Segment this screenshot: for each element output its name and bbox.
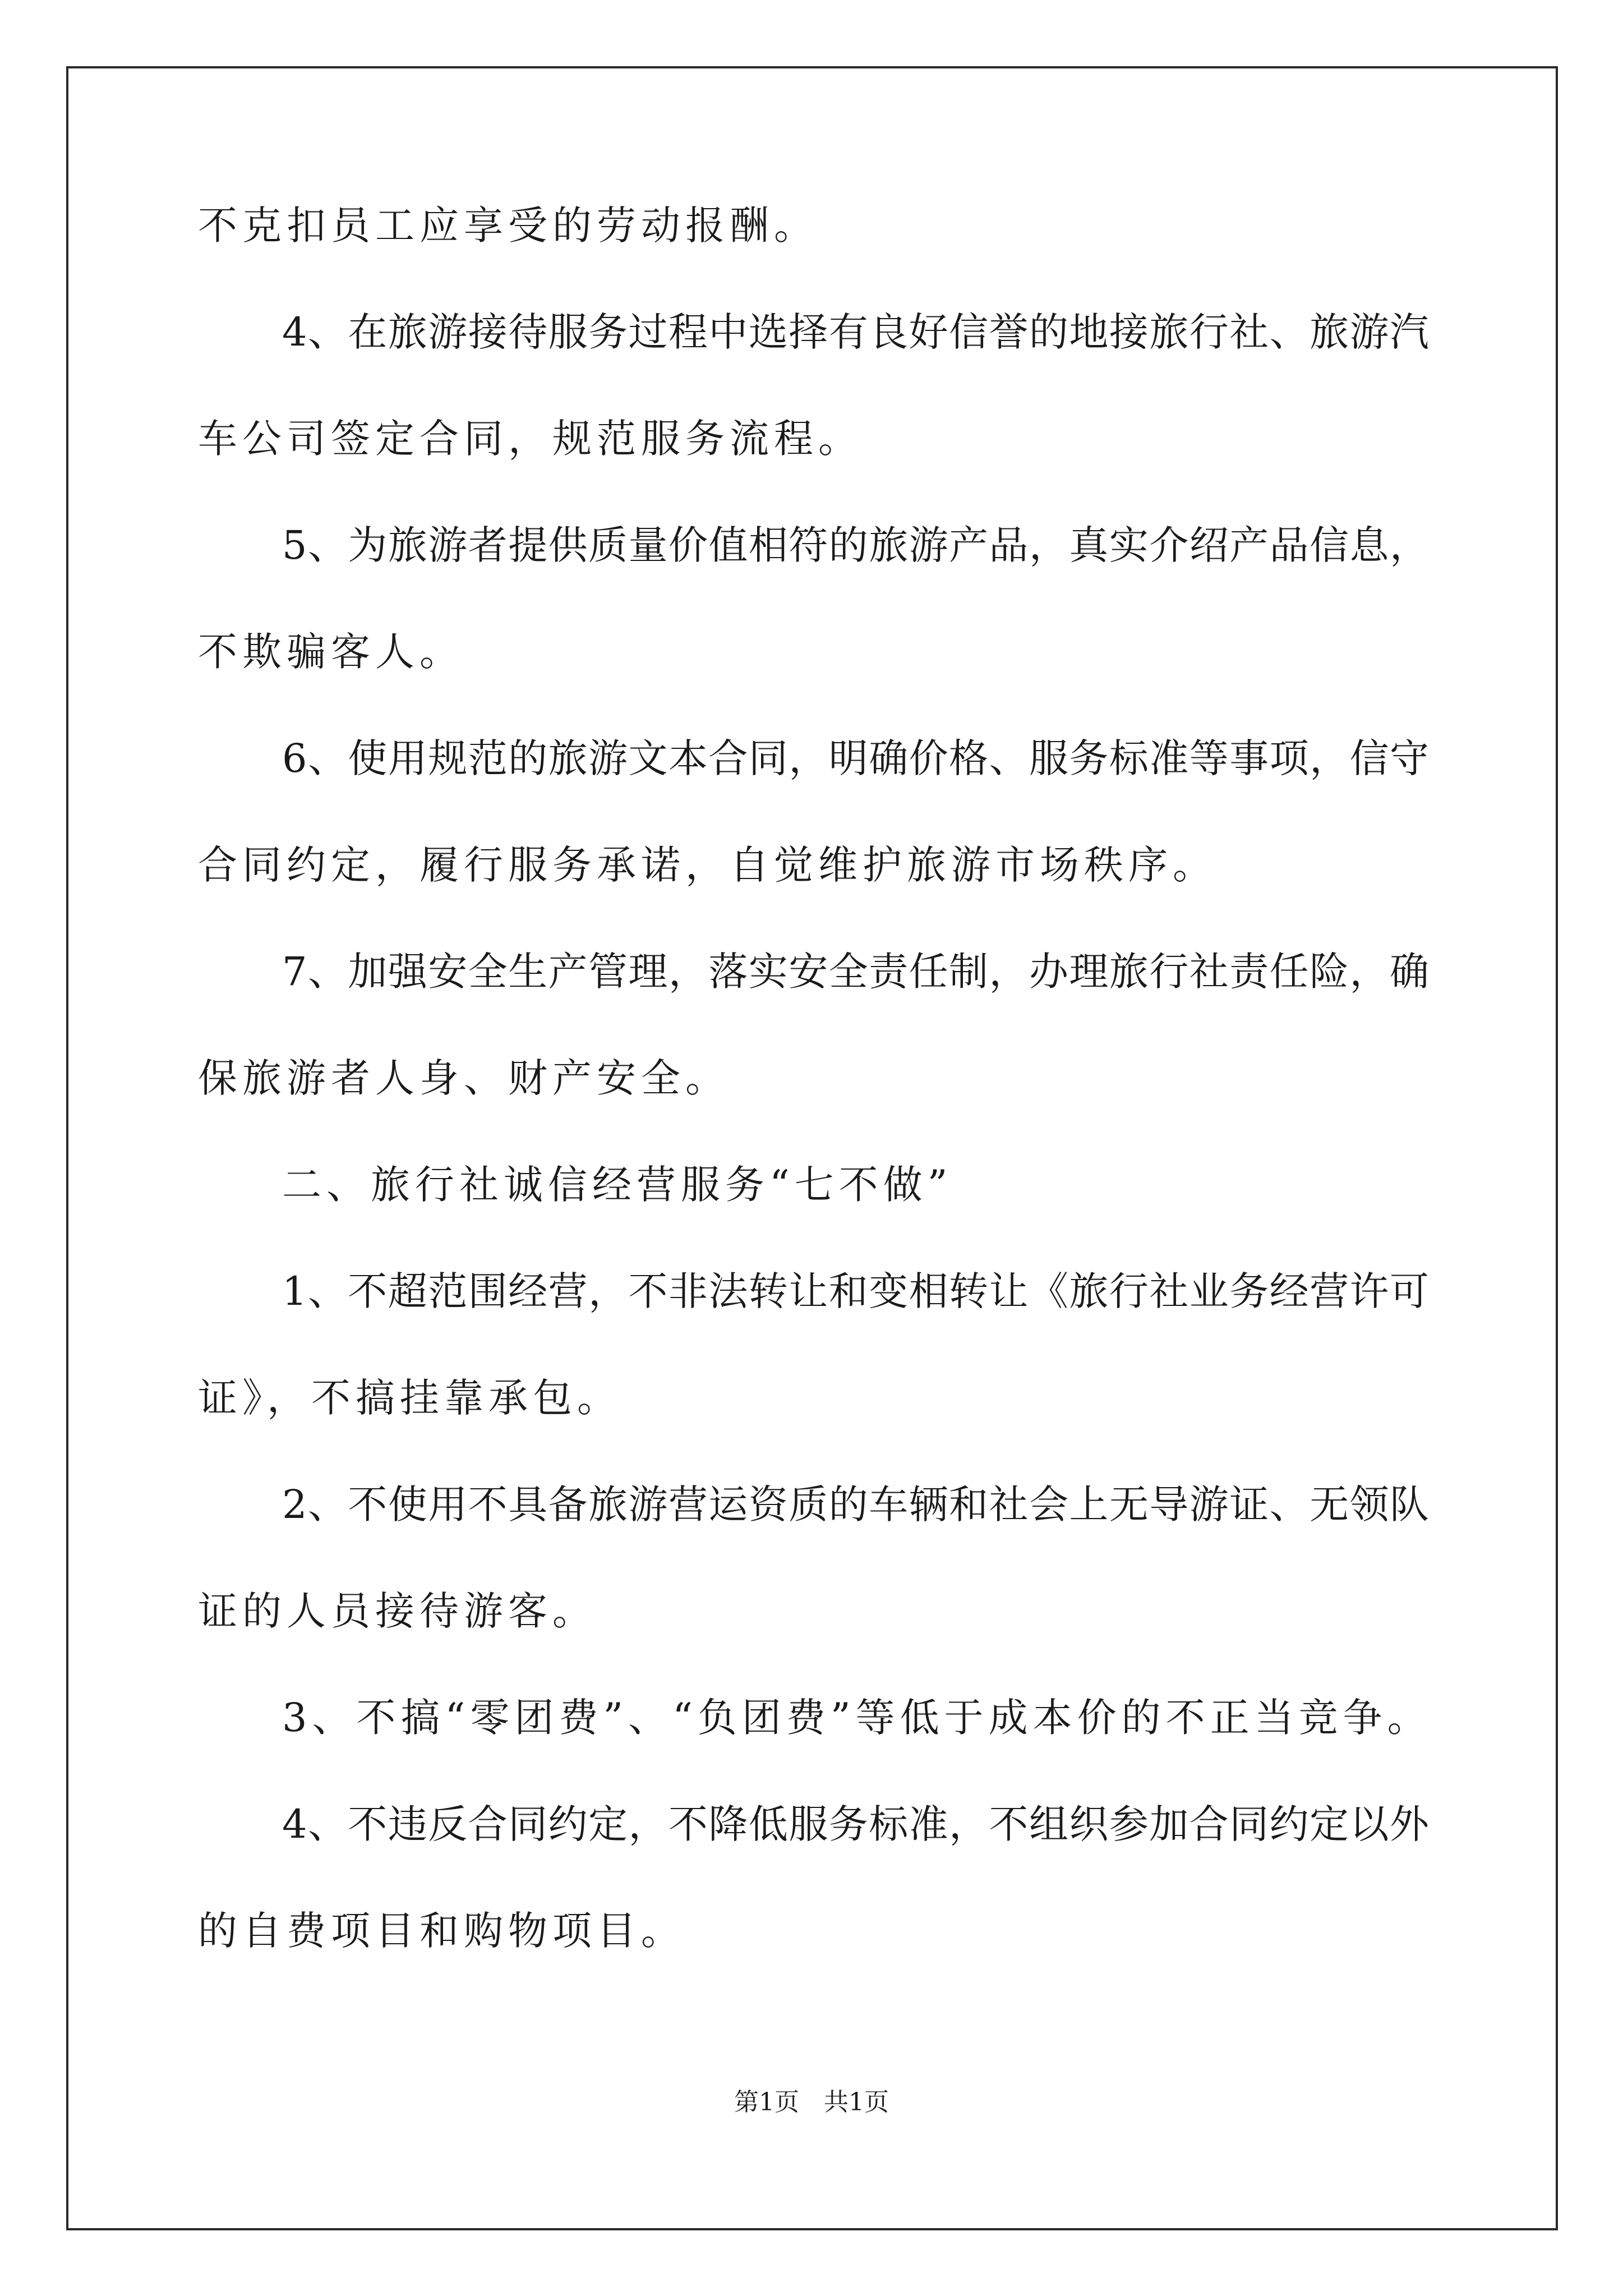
page-footer: 第1页 共1页 <box>734 2088 889 2116</box>
text-line: 的自费项目和购物项目。 <box>198 1908 685 1954</box>
text-line: 合同约定，履行服务承诺，自觉维护旅游市场秩序。 <box>198 842 1217 888</box>
text-line: 车公司签定合同，规范服务流程。 <box>198 416 863 462</box>
text-line: 2、不使用不具备旅游营运资质的车辆和社会上无导游证、无领队 <box>282 1481 1429 1527</box>
text-line: 不克扣员工应享受的劳动报酬。 <box>198 203 818 249</box>
text-line: 保旅游者人身、财产安全。 <box>198 1055 730 1101</box>
text-line: 7、加强安全生产管理，落实安全责任制，办理旅行社责任险，确 <box>282 949 1429 995</box>
text-line: 4、不违反合同约定，不降低服务标准，不组织参加合同约定以外 <box>282 1801 1429 1847</box>
text-line: 不欺骗客人。 <box>198 629 464 675</box>
text-line: 6、使用规范的旅游文本合同，明确价格、服务标准等事项，信守 <box>282 735 1429 781</box>
text-line: 证》，不搞挂靠承包。 <box>198 1375 621 1421</box>
text-line: 5、为旅游者提供质量价值相符的旅游产品，真实介绍产品信息， <box>282 522 1429 568</box>
section-heading: 二、旅行社诚信经营服务“七不做” <box>282 1162 953 1208</box>
text-line: 1、不超范围经营，不非法转让和变相转让《旅行社业务经营许可 <box>282 1268 1429 1314</box>
text-line: 4、在旅游接待服务过程中选择有良好信誉的地接旅行社、旅游汽 <box>282 309 1429 355</box>
text-line: 证的人员接待游客。 <box>198 1588 597 1634</box>
text-line: 3、不搞“零团费”、“负团费”等低于成本价的不正当竞争。 <box>282 1695 1432 1741</box>
